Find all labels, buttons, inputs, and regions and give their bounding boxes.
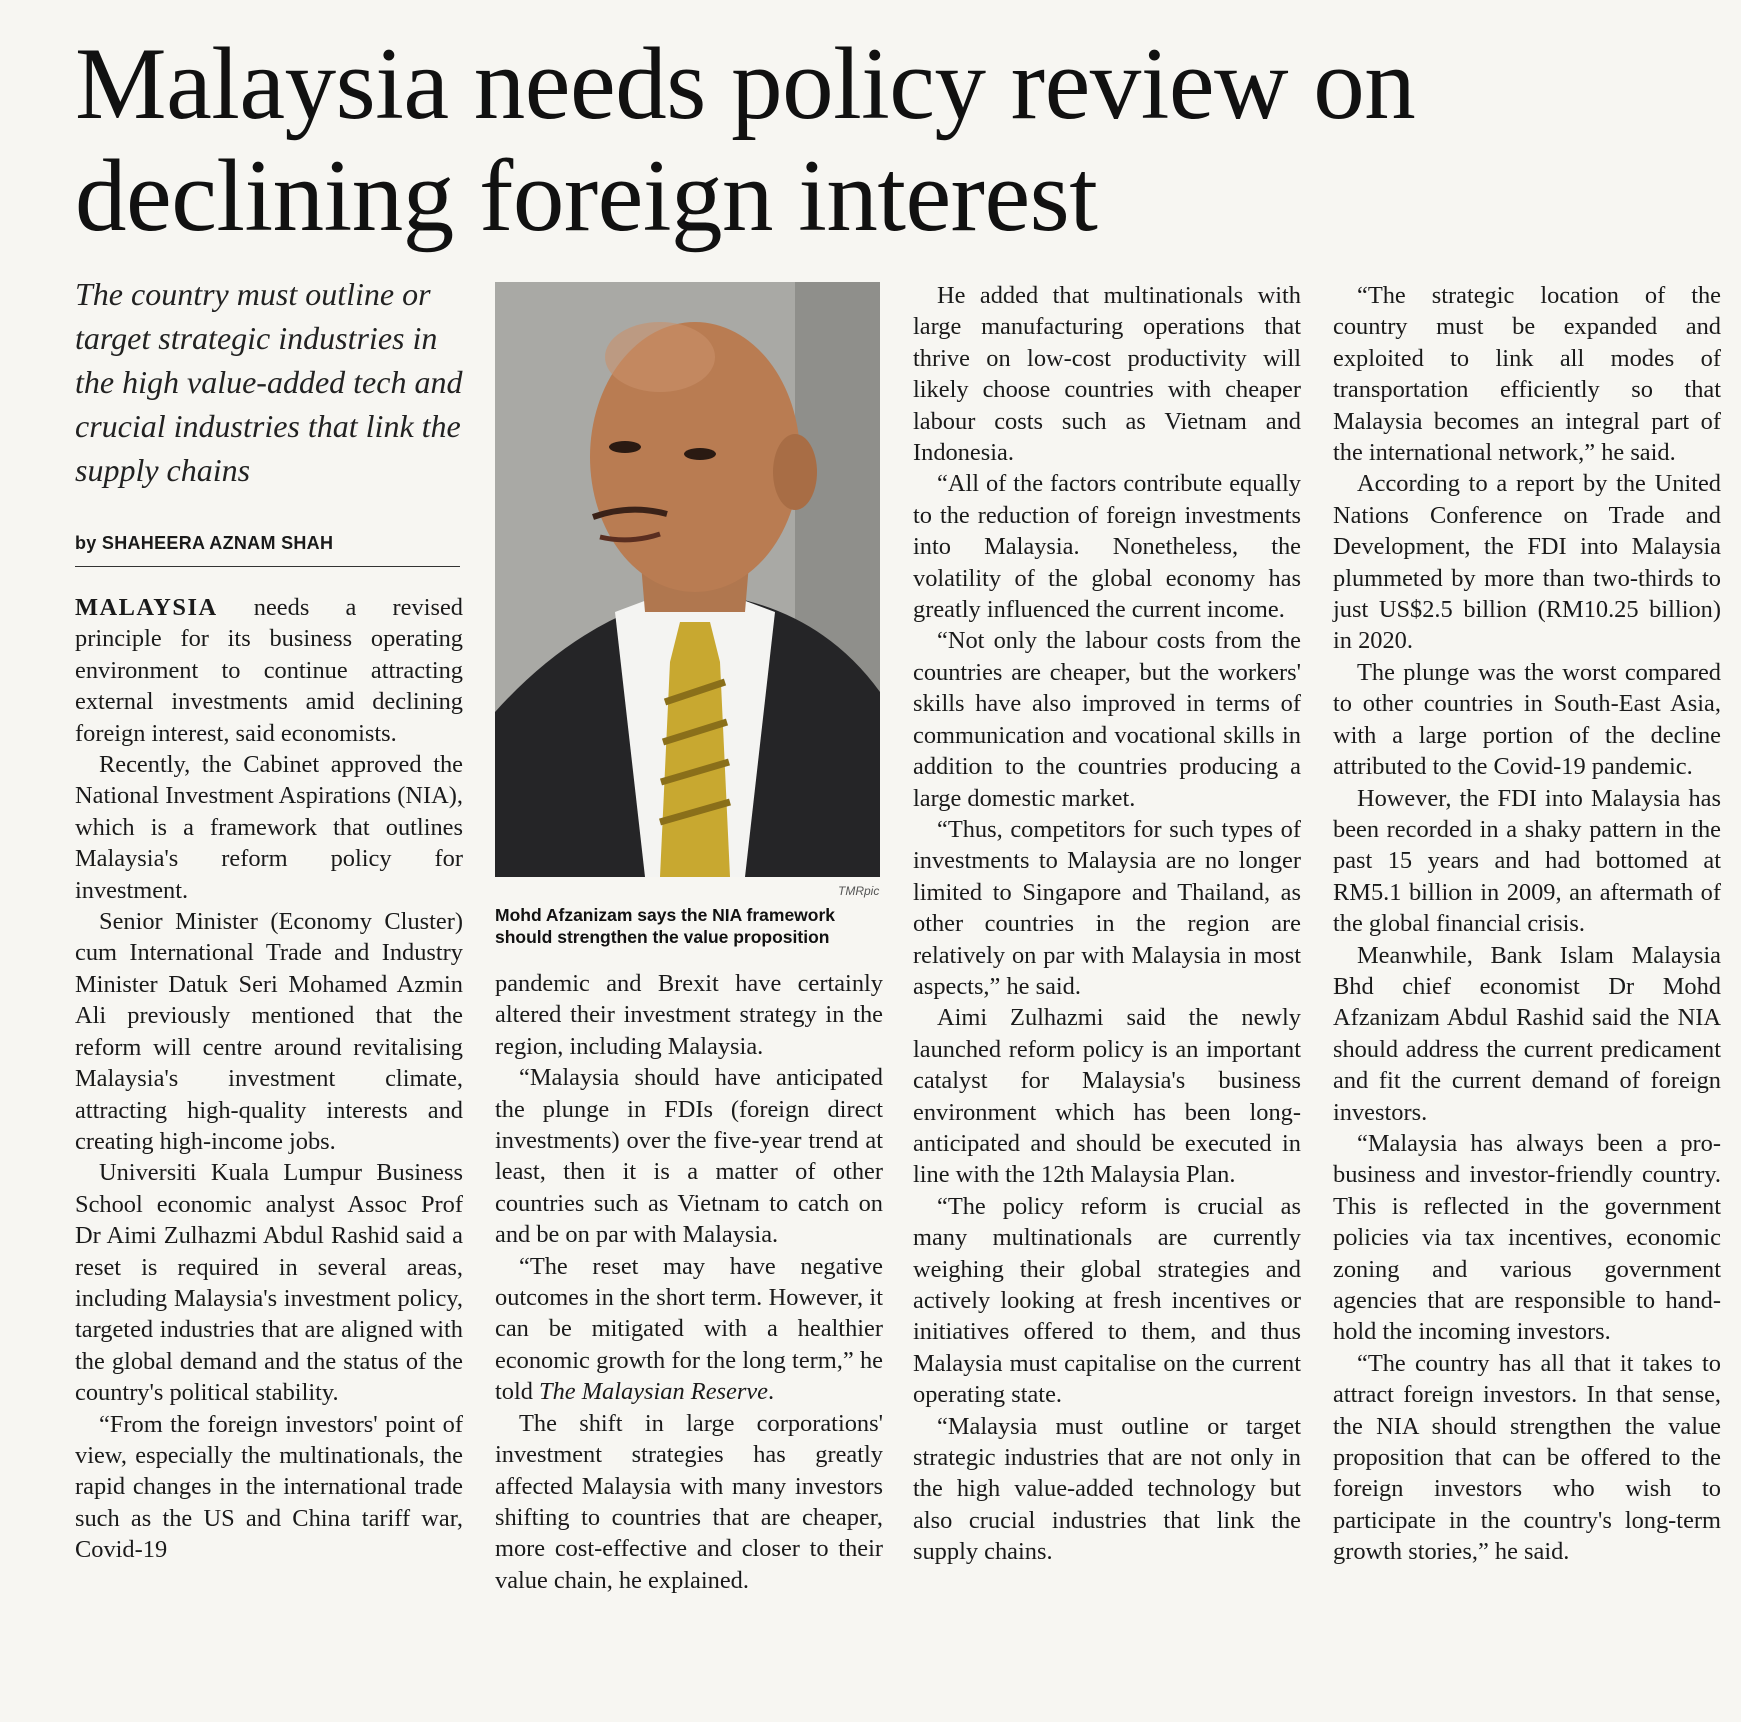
paragraph: “The reset may have negative outcomes in the short term. However, it can be mitigated with a healthier economic growth for the long term,” he told The Malaysian Reserve. — [495, 1252, 883, 1406]
paragraph: “Not only the labour costs from the countries are cheaper, but the workers' skills have also improved in terms of communication and vocational skills in addition to the countries producing a large domestic market. — [913, 627, 1301, 812]
standfirst: The country must outline or target strategic industries in the high value-added tech and crucial industries that link the supply chains — [75, 276, 463, 488]
paragraph: Recently, the Cabinet approved the National Investment Aspirations (NIA), which is a framework that outlines Malaysia's reform policy for investment. — [75, 751, 463, 904]
paragraph: “Thus, competitors for such types of investments to Malaysia are no longer limited to Singapore and Thailand, as other countries in the region are relatively on par with Malaysia in most aspects,” he said. — [913, 815, 1301, 1000]
paragraph: “Malaysia must outline or target strategic industries that are not only in the high value-added technology but also crucial industries that link the supply chains. — [913, 1412, 1301, 1566]
headline: Malaysia needs policy review on declining foreign interest — [75, 27, 1416, 253]
paragraph: Aimi Zulhazmi said the newly launched reform policy is an important catalyst for Malaysia's business environment which has been long-anticipated and should be executed in line with the 12th Malaysia Plan. — [913, 1004, 1301, 1189]
paragraph: However, the FDI into Malaysia has been recorded in a shaky pattern in the past 15 years and had bottomed at RM5.1 billion in 2009, an aftermath of the global financial crisis. — [1333, 784, 1721, 938]
paragraph: According to a report by the United Nations Conference on Trade and Development, the FDI into Malaysia plummeted by more than two-thirds to just US$2.5 billion (RM10.25 billion) in 2020. — [1333, 470, 1721, 655]
paragraph: “The policy reform is crucial as many multinationals are currently weighing their global strategies and actively looking at fresh incentives or initiatives offered to them, and thus Malaysia must capitalise on the current operating state. — [913, 1192, 1301, 1409]
paragraph: “From the foreign investors' point of view, especially the multinationals, the rapid changes in the international trade such as the US and China tariff war, Covid-19 — [75, 1410, 463, 1564]
paragraph: He added that multinationals with large manufacturing operations that thrive on low-cost productivity will likely choose countries with cheaper labour costs such as Vietnam and Indonesia. — [913, 282, 1301, 467]
article-column-4 — [1333, 280, 1721, 1568]
paragraph: “Malaysia should have anticipated the plunge in FDIs (foreign direct investments) over the five-year trend at least, then it is a matter of other countries such as Vietnam to catch on and be on par with Malaysia. — [495, 1064, 883, 1249]
byline: by SHAHEERA AZNAM SHAH — [75, 533, 460, 567]
paragraph: The plunge was the worst compared to other countries in South-East Asia, with a large portion of the decline attributed to the Covid-19 pandemic. — [1333, 658, 1721, 781]
paragraph: “Malaysia has always been a pro-business and investor-friendly country. This is reflected in the government policies via tax incentives, economic zoning and various government agencies that are responsible to hand-hold the incoming investors. — [1333, 1129, 1721, 1346]
portrait-illustration — [495, 282, 880, 877]
article-column-1 — [75, 592, 463, 1566]
paragraph: “The country has all that it takes to attract foreign investors. In that sense, the NIA should strengthen the value proposition that can be offered to the foreign investors who wish to participate in the country's long-term growth stories,” he said. — [1333, 1349, 1721, 1566]
portrait-photo — [495, 282, 880, 877]
article-column-3 — [913, 280, 1301, 1568]
paragraph: “All of the factors contribute equally to the reduction of foreign investments into Malaysia. Nonetheless, the volatility of the global economy has greatly influenced the current income. — [913, 470, 1301, 624]
paragraph: pandemic and Brexit have certainly altered their investment strategy in the region, including Malaysia. — [495, 970, 883, 1060]
photo-caption: Mohd Afzanizam says the NIA framework should strengthen the value proposition — [495, 905, 836, 947]
article-column-2 — [495, 968, 883, 1596]
paragraph: Senior Minister (Economy Cluster) cum International Trade and Industry Minister Datuk Seri Mohamed Azmin Ali previously mentioned that the reform will centre around revitalising Malaysia's investment climate, attracting high-quality interests and creating high-income jobs. — [75, 908, 463, 1155]
photo-credit: TMRpic — [838, 884, 880, 898]
paragraph: Meanwhile, Bank Islam Malaysia Bhd chief economist Dr Mohd Afzanizam Abdul Rashid said the NIA should address the current predicament and fit the current demand of foreign investors. — [1333, 941, 1721, 1126]
paragraph: Universiti Kuala Lumpur Business School economic analyst Assoc Prof Dr Aimi Zulhazmi Abdul Rashid said a reset is required in several areas, including Malaysia's investment policy, targeted industries that are aligned with the global demand and the status of the country's political stability. — [75, 1159, 463, 1407]
paragraph: The shift in large corporations' investment strategies has greatly affected Malaysia with many investors shifting to countries that are cheaper, more cost-effective and closer to their value chain, he explained. — [495, 1409, 883, 1594]
lead-word: MALAYSIA — [75, 594, 218, 621]
paragraph: “The strategic location of the country must be expanded and exploited to link all modes of transportation efficiently so that Malaysia becomes an integral part of the international network,” he said. — [1333, 282, 1721, 467]
paragraph-text: “The reset may have negative outcomes in the short term. However, it can be mitigated with a healthier economic growth for the long term,” he told — [495, 1252, 883, 1406]
publication-name: The Malaysian Reserve — [539, 1378, 768, 1406]
paragraph — [75, 592, 463, 749]
paragraph-text: needs a revised principle for its business operating environment to continue attracting external investments amid declining foreign interest, said economists. — [75, 594, 463, 747]
